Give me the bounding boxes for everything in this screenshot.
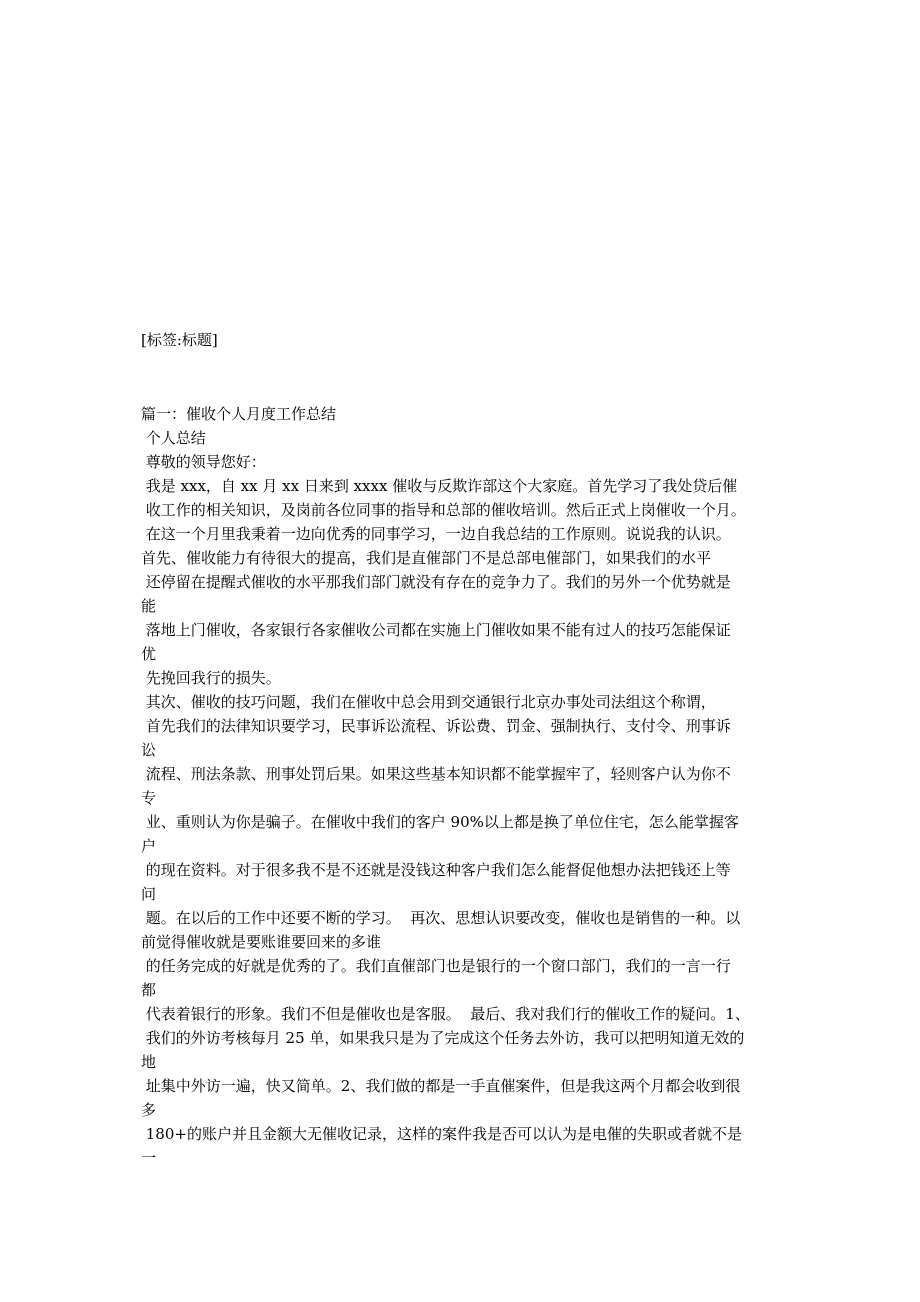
salutation: 尊敬的领导您好： (141, 453, 266, 471)
text-line: 我是 xxx，自 xx 月 xx 日来到 xxxx 催收与反欺诈部这个大家庭。首先学习了我处贷后催 (141, 477, 738, 495)
text-line: 多 (141, 1101, 157, 1119)
text-line: 我们的外访考核每月 25 单，如果我只是为了完成这个任务去外访，我可以把明知道无效的 (141, 1029, 745, 1047)
text-line: 还停留在提醒式催收的水平那我们部门就没有存在的竞争力了。我们的另外一个优势就是 (141, 573, 731, 591)
section-heading: 个人总结 (141, 429, 206, 447)
tag-label: [标签:标题] (141, 331, 218, 349)
text-line: 其次、催收的技巧问题，我们在催收中总会用到交通银行北京办事处司法组这个称谓， (141, 693, 716, 711)
text-line: 收工作的相关知识，及岗前各位同事的指导和总部的催收培训。然后正式上岗催收一个月。 (141, 501, 746, 519)
text-line: 落地上门催收，各家银行各家催收公司都在实施上门催收如果不能有过人的技巧怎能保证 (141, 621, 731, 639)
document-body (141, 402, 801, 1170)
text-line: 首先我们的法律知识要学习，民事诉讼流程、诉讼费、罚金、强制执行、支付令、刑事诉 (141, 717, 731, 735)
text-line: 优 (141, 645, 157, 663)
text-line: 都 (141, 981, 157, 999)
text-line: 专 (141, 789, 157, 807)
text-line: 地 (141, 1053, 157, 1071)
text-line: 的现在资料。对于很多我不是不还就是没钱这种客户我们怎么能督促他想办法把钱还上等 (141, 861, 731, 879)
text-line: 讼 (141, 741, 157, 759)
text-line: 前觉得催收就是要账谁要回来的多谁 (141, 933, 382, 951)
text-line: 问 (141, 885, 157, 903)
text-line: 首先、催收能力有待很大的提高，我们是直催部门不是总部电催部门，如果我们的水平 (141, 549, 712, 567)
text-line: 户 (141, 837, 157, 855)
text-line: 代表着银行的形象。我们不但是催收也是客服。 最后、我对我们行的催收工作的疑问。1、 (141, 1005, 750, 1023)
text-line: 业、重则认为你是骗子。在催收中我们的客户 90%以上都是换了单位住宅，怎么能掌握客 (141, 813, 739, 831)
text-line: 在这一个月里我秉着一边向优秀的同事学习，一边自我总结的工作原则。说说我的认识。 (141, 525, 731, 543)
text-line: 题。在以后的工作中还要不断的学习。 再次、思想认识要改变，催收也是销售的一种。以 (141, 909, 741, 927)
text-line: 180+的账户并且金额大无催收记录，这样的案件我是否可以认为是电催的失职或者就不是 (141, 1125, 742, 1143)
text-line: 的任务完成的好就是优秀的了。我们直催部门也是银行的一个窗口部门，我们的一言一行 (141, 957, 731, 975)
text-line: 流程、刑法条款、刑事处罚后果。如果这些基本知识都不能掌握牢了，轻则客户认为你不 (141, 765, 731, 783)
article-title: 篇一：催收个人月度工作总结 (141, 405, 337, 423)
text-line: 一 (141, 1149, 157, 1167)
text-line: 先挽回我行的损失。 (141, 669, 281, 687)
text-line: 能 (141, 597, 157, 615)
text-line: 址集中外访一遍，快又简单。2、我们做的都是一手直催案件，但是我这两个月都会收到很 (141, 1077, 741, 1095)
